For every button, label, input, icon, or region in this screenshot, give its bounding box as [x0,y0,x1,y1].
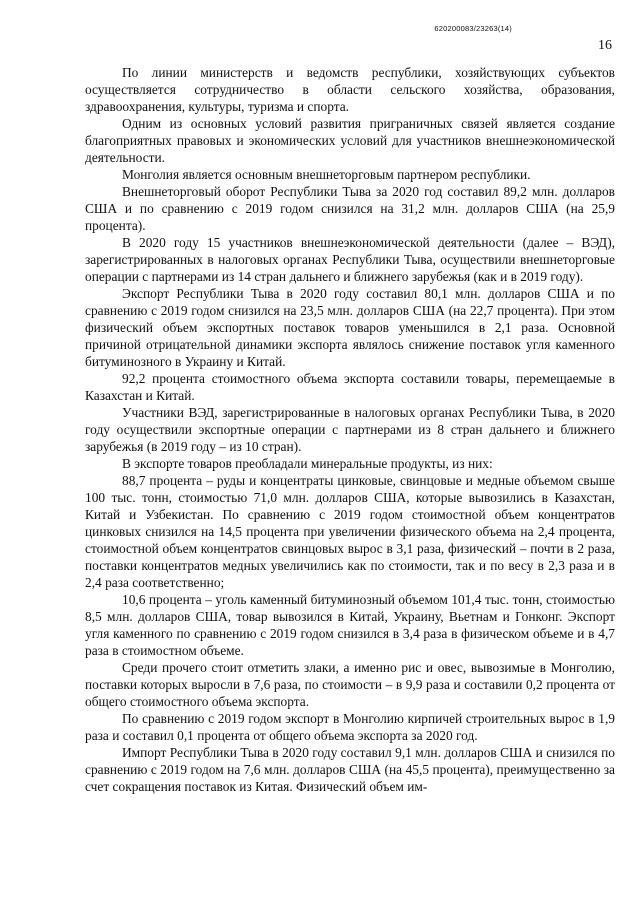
paragraph-mongolia-partner: Монголия является основным внешнеторговым партнером республики. [122,167,531,182]
paragraph-mineral-products: В экспорте товаров преобладали минеральные продукты, из них: [122,456,493,471]
paragraph-export-partners: Участники ВЭД, зарегистрированные в налоговых органах Республики Тыва, в 2020 году осуществили экспортные операции с партнерами из 8 стран дальнего и ближнего зарубежья (в 2019 году – из 10 стран). [85,405,615,454]
paragraph-conditions: Одним из основных условий развития приграничных связей является создание благоприятных правовых и экономических условий для участников внешнеэкономической деятельности. [85,116,615,165]
document-registration-code: 620200083/23263(14) [434,24,512,33]
paragraph-export-share: 92,2 процента стоимостного объема экспорта составили товары, перемещаемые в Казахстан и Китай. [85,371,615,403]
document-body [85,64,615,795]
paragraph-import: Импорт Республики Тыва в 2020 году составил 9,1 млн. долларов США и снизился по сравнению с 2019 годом на 7,6 млн. долларов США (на 45,5 процента), преимущественно за счет сокращения поставок из Китая. Физический объем им- [85,745,615,794]
paragraph-cereals: Среди прочего стоит отметить злаки, а именно рис и овес, вывозимые в Монголию, поставки которых выросли в 7,6 раза, по стоимости – в 9,9 раза и составили 0,2 процента от общего стоимостного объема экспорта. [85,660,615,709]
paragraph-export-total: Экспорт Республики Тыва в 2020 году составил 80,1 млн. долларов США и по сравнению с 2019 годом снизился на 23,5 млн. долларов США (на 22,7 процента). При этом физический объем экспортных поставок товаров уменьшился в 2,1 раза. Основной причиной отрицательной динамики экспорта являлось снижение поставок угля каменного битуминозного в Украину и Китай. [85,286,615,369]
paragraph-ores-concentrates: 88,7 процента – руды и концентраты цинковые, свинцовые и медные объемом свыше 100 тыс. тонн, стоимостью 71,0 млн. долларов США, которые вывозились в Казахстан, Китай и Узбекистан. По сравнению с 2019 годом стоимостной объем концентратов цинковых снизился на 14,5 процента при увеличении физического объема на 2,4 процента, стоимостной объем концентратов свинцовых вырос в 3,1 раза, физический – почти в 2 раза, поставки концентратов медных увеличились как по стоимости, так и по весу в 2,3 раза и в 2,4 раза соответственно; [85,473,615,590]
paragraph-ved-participants: В 2020 году 15 участников внешнеэкономической деятельности (далее – ВЭД), зарегистрированных в налоговых органах Республики Тыва, осуществили внешнеторговые операции с партнерами из 14 стран дальнего и ближнего зарубежья (как и в 2019 году). [85,235,615,284]
paragraph-coal: 10,6 процента – уголь каменный битуминозный объемом 101,4 тыс. тонн, стоимостью 8,5 млн. долларов США, товар вывозился в Китай, Украину, Вьетнам и Гонконг. Экспорт угля каменного по сравнению с 2019 годом снизился в 3,4 раза в физическом объеме и в 4,7 раза в стоимостном объеме. [85,592,615,658]
page-number: 16 [598,38,612,53]
paragraph-trade-turnover: Внешнеторговый оборот Республики Тыва за 2020 год составил 89,2 млн. долларов США и по сравнению с 2019 годом снизился на 31,2 млн. долларов США (на 25,9 процента). [85,184,615,233]
paragraph-bricks: По сравнению с 2019 годом экспорт в Монголию кирпичей строительных вырос в 1,9 раза и составил 0,1 процента от общего объема экспорта за 2020 год. [85,711,615,743]
paragraph-cooperation: По линии министерств и ведомств республики, хозяйствующих субъектов осуществляется сотрудничество в области сельского хозяйства, образования, здравоохранения, культуры, туризма и спорта. [85,65,615,114]
